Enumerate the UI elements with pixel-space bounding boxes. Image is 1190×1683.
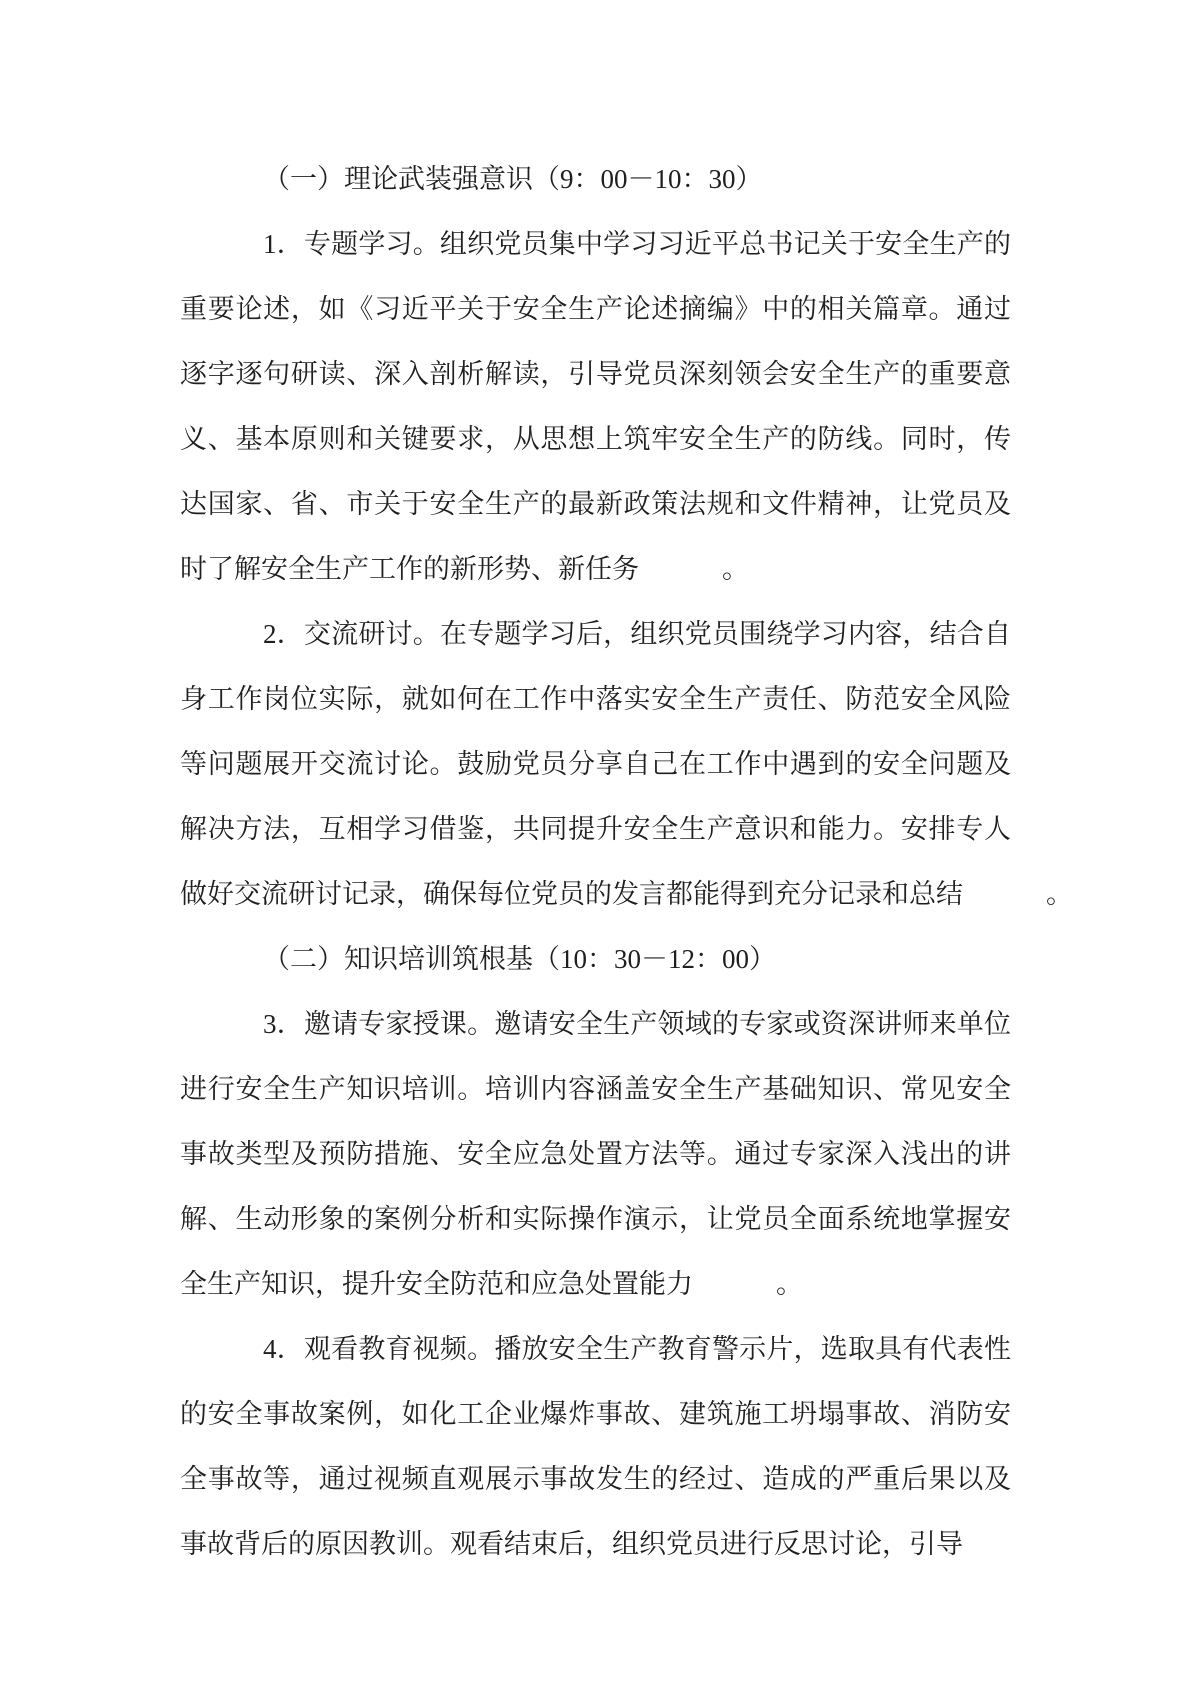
- paragraph: 4．观看教育视频。播放安全生产教育警示片，选取具有代表性的安全事故案例，如化工企业爆炸事故、建筑施工坍塌事故、消防安全事故等，通过视频直观展示事故发生的经过、造成的严重后果以及事故背后的原因教训。观看结束后，组织党员进行反思讨论，引导: [180, 1334, 1011, 1559]
- document-body: [180, 147, 1073, 1577]
- paragraph: 2．交流研讨。在专题学习后，组织党员围绕学习内容，结合自身工作岗位实际，就如何在工作中落实安全生产责任、防范安全风险等问题展开交流讨论。鼓励党员分享自己在工作中遇到的安全问题及解决方法，互相学习借鉴，共同提升安全生产意识和能力。安排专人做好交流研讨记录，确保每位党员的发言都能得到充分记录和总结 。: [180, 619, 1073, 909]
- section-heading: （一）理论武装强意识（9：00－10：30）: [263, 164, 763, 194]
- section-heading: （二）知识培训筑根基（10：30－12：00）: [263, 944, 776, 974]
- paragraph: 1．专题学习。组织党员集中学习习近平总书记关于安全生产的重要论述，如《习近平关于安全生产论述摘编》中的相关篇章。通过逐字逐句研读、深入剖析解读，引导党员深刻领会安全生产的重要意义、基本原则和关键要求，从思想上筑牢安全生产的防线。同时，传达国家、省、市关于安全生产的最新政策法规和文件精神，让党员及时了解安全生产工作的新形势、新任务 。: [180, 229, 1011, 584]
- paragraph: 3．邀请专家授课。邀请安全生产领域的专家或资深讲师来单位进行安全生产知识培训。培训内容涵盖安全生产基础知识、常见安全事故类型及预防措施、安全应急处置方法等。通过专家深入浅出的讲解、生动形象的案例分析和实际操作演示，让党员全面系统地掌握安全生产知识，提升安全防范和应急处置能力 。: [180, 1009, 1011, 1299]
